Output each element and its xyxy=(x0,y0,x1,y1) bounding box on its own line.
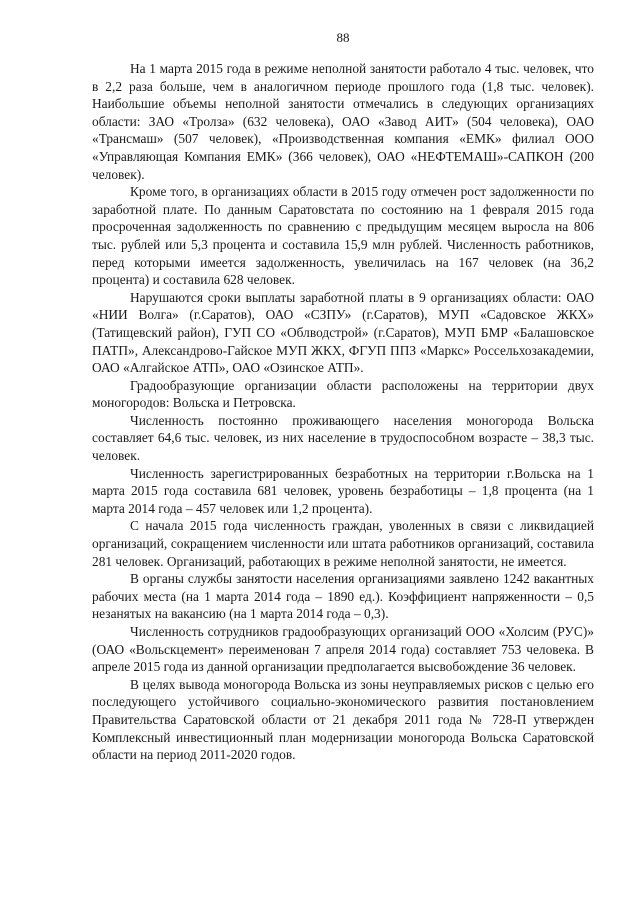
paragraph-4: Градообразующие организации области расположены на территории двух моногородов: Вольска и Петровска. xyxy=(92,377,594,411)
paragraph-5: Численность постоянно проживающего населения моногорода Вольска составляет 64,6 тыс. человек, из них население в трудоспособном возрасте – 38,3 тыс. человек. xyxy=(92,412,594,464)
paragraph-2: Кроме того, в организациях области в 2015 году отмечен рост задолженности по заработной плате. По данным Саратовстата по состоянию на 1 февраля 2015 года просроченная задолженность по сравнению с предыдущим месяцем выросла на 806 тыс. рублей или 5,3 процента и составила 15,9 млн рублей. Численность работников, перед которыми имеется задолженность, увеличилась на 167 человек (на 36,2 процента) и составила 628 человек. xyxy=(92,184,594,288)
paragraph-9: Численность сотрудников градообразующих организаций ООО «Холсим (РУС)» (ОАО «Вольскцемент» переименован 7 апреля 2014 года) составляет 753 человека. В апреле 2015 года из данной организации предполагается высвобождение 36 человек. xyxy=(92,624,594,675)
paragraph-1: На 1 марта 2015 года в режиме неполной занятости работало 4 тыс. человек, что в 2,2 раза больше, чем в аналогичном периоде прошлого года (1,8 тыс. человек). Наибольшие объемы неполной занятости отмечались в следующих организациях области: ЗАО «Тролза» (632 человека), ОАО «Завод АИТ» (504 человека), ОАО «Трансмаш» (507 человек), «Производственная компания «ЕМК» филиал ООО «Управляющая Компания ЕМК» (366 человек), ОАО «НЕФТЕМАШ»-САПКОН (200 человек). xyxy=(92,61,594,182)
page-number: 88 xyxy=(336,30,350,45)
paragraph-8: В органы службы занятости населения организациями заявлено 1242 вакантных рабочих места (на 1 марта 2014 года – 1890 ед.). Коэффициент напряженности – 0,5 незанятых на вакансию (на 1 марта 2014 года – 0,3). xyxy=(92,571,594,622)
paragraph-3: Нарушаются сроки выплаты заработной платы в 9 организациях области: ОАО «НИИ Волга» (г.Саратов), ОАО «СЗПУ» (г.Саратов), МУП «Садовское ЖКХ» (Татищевский район), ГУП СО «Облводстрой» (г.Саратов), МУП БМР «Балашовское ПАТП», Александрово-Гайское МУП ЖКХ, ФГУП ППЗ «Маркс» Россельхозакадемии, ОАО «Алгайское АТП», ОАО «Озинское АТП». xyxy=(92,289,594,376)
paragraph-10: В целях вывода моногорода Вольска из зоны неуправляемых рисков с целью его последующего устойчивого социально-экономического развития постановлением Правительства Саратовской области от 21 декабря 2011 года № 728-П утвержден Комплексный инвестиционный план модернизации моногорода Вольска Саратовской области на период 2011-2020 годов. xyxy=(92,676,594,763)
paragraph-6: Численность зарегистрированных безработных на территории г.Вольска на 1 марта 2015 года составила 681 человек, уровень безработицы – 1,8 процента (на 1 марта 2014 года – 457 человек или 1,2 процента). xyxy=(92,465,594,516)
paragraph-7: С начала 2015 года численность граждан, уволенных в связи с ликвидацией организаций, сокращением численности или штата работников организаций, составила 281 человек. Организаций, работающих в режиме неполной занятости, не имеется. xyxy=(92,518,594,569)
body-text xyxy=(92,60,594,764)
